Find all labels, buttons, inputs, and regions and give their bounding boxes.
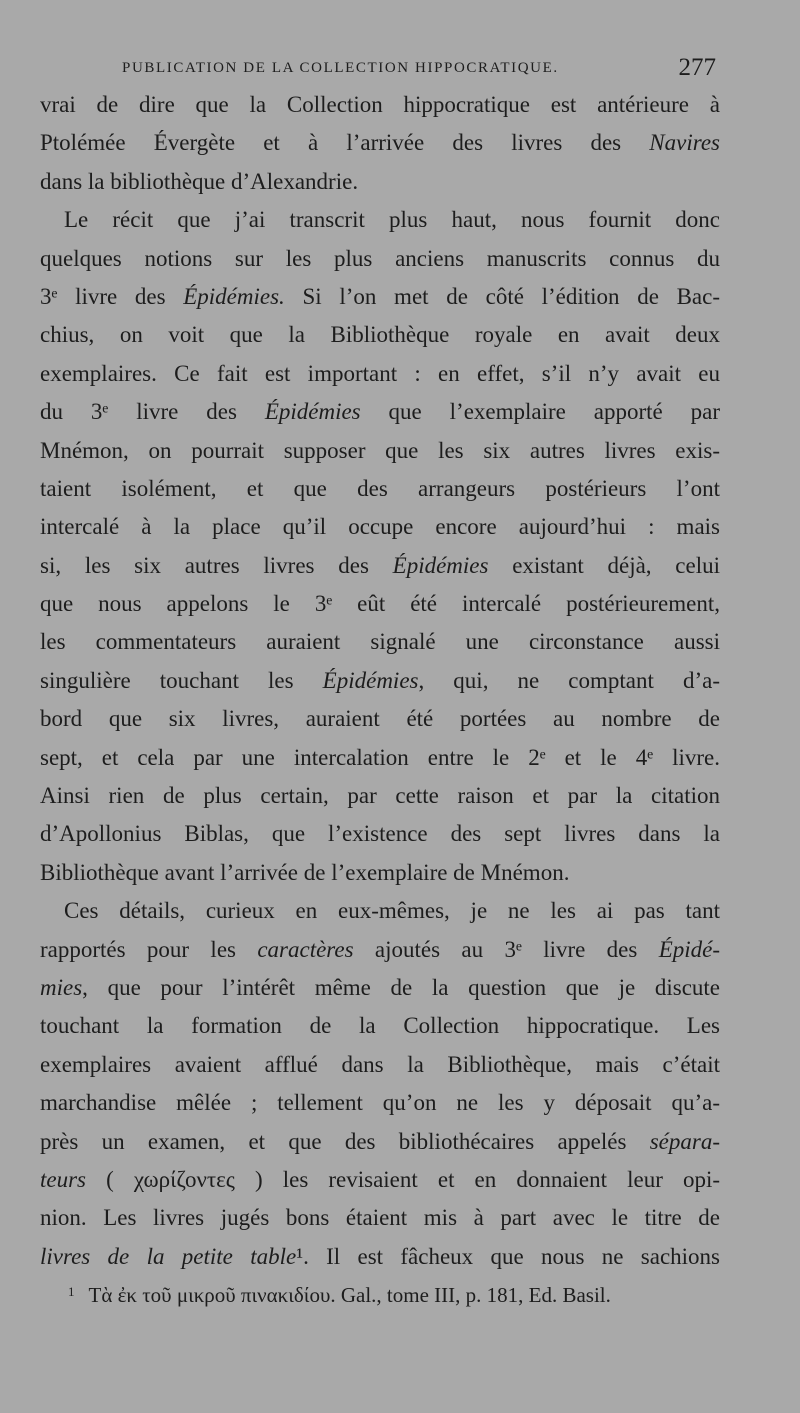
- text-span: vrai de dire que la Collection hippocratique est antérieure à: [40, 92, 720, 117]
- text-line: [40, 393, 720, 431]
- text-line: [40, 547, 720, 585]
- text-span: touchant la formation de la Collection hippocratique. Les: [40, 1013, 720, 1039]
- text-line: [40, 163, 720, 201]
- italic-text-span: Épidé-: [658, 936, 720, 962]
- running-title: PUBLICATION DE LA COLLECTION HIPPOCRATIQUE.: [122, 60, 559, 76]
- text-line: [40, 355, 720, 393]
- text-line: [40, 969, 720, 1007]
- text-span: chius, on voit que la Bibliothèque royale en avait deux: [40, 322, 720, 348]
- text-line: [40, 854, 720, 892]
- text-line: [40, 278, 720, 316]
- running-head: [122, 54, 722, 84]
- text-line: [40, 316, 720, 354]
- text-span: Ainsi rien de plus certain, par cette raison et par la citation: [40, 783, 720, 809]
- text-line: [40, 1161, 720, 1199]
- italic-text-span: Épidémies: [264, 399, 361, 425]
- italic-text-span: Épidémies: [322, 667, 419, 693]
- text-line: [40, 240, 720, 278]
- text-span: ( χωρίζοντες ) les revisaient et en donnaient leur opi-: [86, 1166, 720, 1192]
- text-span: d’Apollonius Biblas, que l’existence des sept livres dans la: [40, 821, 720, 847]
- text-span: nion. Les livres jugés bons étaient mis à part avec le titre de: [40, 1205, 720, 1231]
- text-line: [40, 432, 720, 470]
- text-span: existant déjà, celui: [488, 552, 721, 578]
- italic-text-span: sépara-: [649, 1128, 720, 1154]
- text-line: [40, 623, 720, 661]
- text-span: Mnémon, on pourrait supposer que les six autres livres exis-: [40, 437, 720, 463]
- text-line: [40, 1123, 720, 1161]
- italic-text-span: Épidémies.: [183, 283, 285, 309]
- text-span: , qui, ne comptant d’a-: [418, 667, 720, 693]
- text-line: [40, 777, 720, 815]
- text-span: exemplaires avaient afflué dans la Bibliothèque, mais c’était: [40, 1051, 720, 1077]
- text-line: [40, 931, 720, 969]
- text-line: [40, 662, 720, 700]
- text-line: [40, 470, 720, 508]
- text-span: Ces détails, curieux en eux-mêmes, je ne les ai pas tant: [64, 898, 720, 924]
- text-span: dans la bibliothèque d’Alexandrie.: [40, 168, 359, 194]
- text-span: ajoutés au 3ᵉ livre des: [353, 936, 659, 962]
- italic-text-span: teurs: [40, 1166, 86, 1192]
- text-span: du 3ᵉ livre des: [40, 399, 265, 425]
- footnote: [68, 1283, 718, 1308]
- text-line: [40, 1199, 720, 1237]
- text-line: [40, 86, 720, 124]
- footnote-text: Τὰ ἐκ τοῦ μικροῦ πινακιδίου. Gal., tome III, p. 181, Ed. Basil.: [88, 1283, 611, 1307]
- text-line: [40, 892, 720, 930]
- text-span: que l’exemplaire apporté par: [360, 399, 720, 425]
- italic-text-span: mies: [40, 974, 83, 1000]
- text-span: ¹. Il est fâcheux que nous ne sachions: [296, 1243, 720, 1269]
- text-span: les commentateurs auraient signalé une circonstance aussi: [40, 629, 720, 655]
- text-line: [40, 815, 720, 853]
- text-line: [40, 1238, 720, 1276]
- text-span: rapportés pour les: [40, 936, 258, 962]
- page-number: 277: [678, 54, 716, 81]
- text-line: [40, 739, 720, 777]
- text-span: Bibliothèque avant l’arrivée de l’exemplaire de Mnémon.: [40, 859, 570, 885]
- body-text: [40, 86, 720, 1276]
- italic-text-span: Navires: [649, 130, 720, 156]
- text-span: 3ᵉ livre des: [40, 283, 184, 309]
- text-span: Si l’on met de côté l’édition de Bac-: [284, 283, 720, 309]
- text-line: [40, 585, 720, 623]
- text-span: intercalé à la place qu’il occupe encore aujourd’hui : mais: [40, 514, 720, 540]
- text-line: [40, 1007, 720, 1045]
- text-span: exemplaires. Ce fait est important : en effet, s’il n’y avait eu: [40, 360, 720, 386]
- text-span: si, les six autres livres des: [40, 552, 393, 578]
- text-span: bord que six livres, auraient été portées au nombre de: [40, 706, 720, 732]
- text-line: [40, 124, 720, 162]
- footnote-mark: 1: [68, 1284, 75, 1299]
- text-span: sept, et cela par une intercalation entre le 2ᵉ et le 4ᵉ livre.: [40, 744, 720, 770]
- text-span: Le récit que j’ai transcrit plus haut, nous fournit donc: [64, 207, 720, 233]
- text-span: que nous appelons le 3ᵉ eût été intercalé postérieurement,: [40, 591, 720, 617]
- text-span: taient isolément, et que des arrangeurs postérieurs l’ont: [40, 475, 720, 501]
- italic-text-span: Épidémies: [392, 552, 489, 578]
- italic-text-span: livres de la petite table: [40, 1243, 297, 1269]
- text-span: , que pour l’intérêt même de la question que je discute: [82, 974, 720, 1000]
- text-line: [40, 201, 720, 239]
- text-span: marchandise mêlée ; tellement qu’on ne les y déposait qu’a-: [40, 1090, 720, 1116]
- text-line: [40, 1046, 720, 1084]
- text-line: [40, 700, 720, 738]
- text-span: singulière touchant les: [40, 667, 323, 693]
- italic-text-span: caractères: [257, 936, 354, 962]
- text-line: [40, 508, 720, 546]
- text-span: quelques notions sur les plus anciens manuscrits connus du: [40, 245, 720, 271]
- text-span: Ptolémée Évergète et à l’arrivée des livres des: [40, 130, 650, 156]
- text-line: [40, 1084, 720, 1122]
- text-span: près un examen, et que des bibliothécaires appelés: [40, 1128, 650, 1154]
